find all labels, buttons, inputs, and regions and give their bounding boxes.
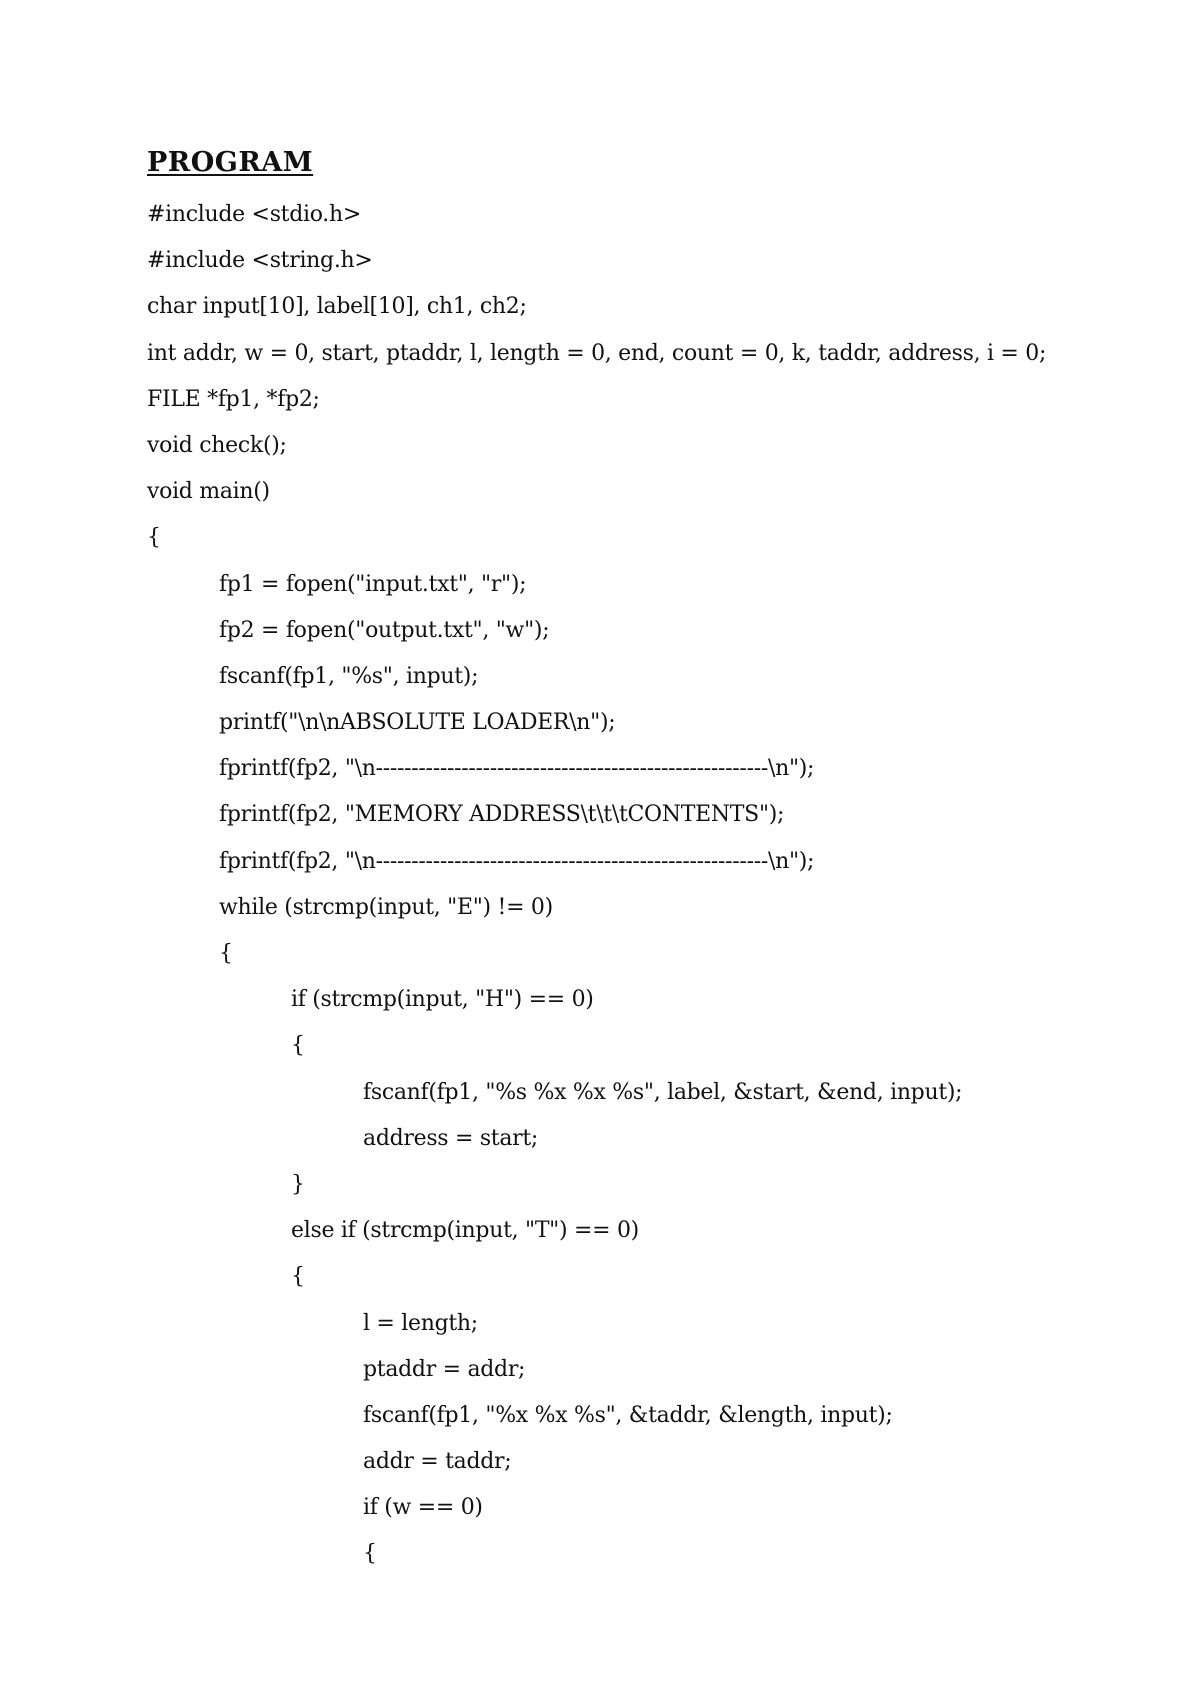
code-line: if (strcmp(input, "H") == 0): [291, 987, 594, 1013]
code-line: fp1 = fopen("input.txt", "r");: [219, 571, 527, 597]
code-line: fp2 = fopen("output.txt", "w");: [219, 617, 550, 643]
code-line: char input[10], label[10], ch1, ch2;: [147, 294, 527, 320]
code-listing: [147, 192, 1167, 1578]
code-line: #include <string.h>: [147, 248, 373, 274]
code-line: {: [291, 1033, 305, 1059]
code-line: fscanf(fp1, "%x %x %s", &taddr, &length, input);: [363, 1402, 893, 1428]
code-line: {: [219, 941, 233, 966]
code-line: fprintf(fp2, "\n-------------------------------------------------------\n");: [219, 848, 815, 874]
program-heading: PROGRAM: [147, 147, 314, 178]
code-line: FILE *fp1, *fp2;: [147, 386, 320, 412]
code-line: addr = taddr;: [363, 1449, 512, 1475]
code-line: fprintf(fp2, "MEMORY ADDRESS\t\t\tCONTENTS");: [219, 802, 785, 828]
code-line: printf("\n\nABSOLUTE LOADER\n");: [219, 710, 616, 736]
code-line: {: [363, 1541, 377, 1567]
code-line: fprintf(fp2, "\n-------------------------------------------------------\n");: [219, 756, 815, 782]
code-line: ptaddr = addr;: [363, 1356, 526, 1382]
code-line: else if (strcmp(input, "T") == 0): [291, 1218, 639, 1244]
code-line: {: [291, 1264, 305, 1290]
code-line: }: [291, 1171, 305, 1197]
code-line: l = length;: [363, 1310, 478, 1336]
code-line: void main(): [147, 479, 270, 505]
code-line: address = start;: [363, 1125, 539, 1151]
code-line: int addr, w = 0, start, ptaddr, l, length = 0, end, count = 0, k, taddr, address, i = 0;: [147, 340, 1047, 366]
code-line: fscanf(fp1, "%s", input);: [219, 663, 479, 689]
code-line: #include <stdio.h>: [147, 202, 361, 227]
code-line: while (strcmp(input, "E") != 0): [219, 894, 553, 920]
code-line: fscanf(fp1, "%s %x %x %s", label, &start, &end, input);: [363, 1079, 963, 1105]
code-line: if (w == 0): [363, 1495, 483, 1521]
code-line: {: [147, 525, 161, 551]
code-line: void check();: [147, 432, 287, 458]
